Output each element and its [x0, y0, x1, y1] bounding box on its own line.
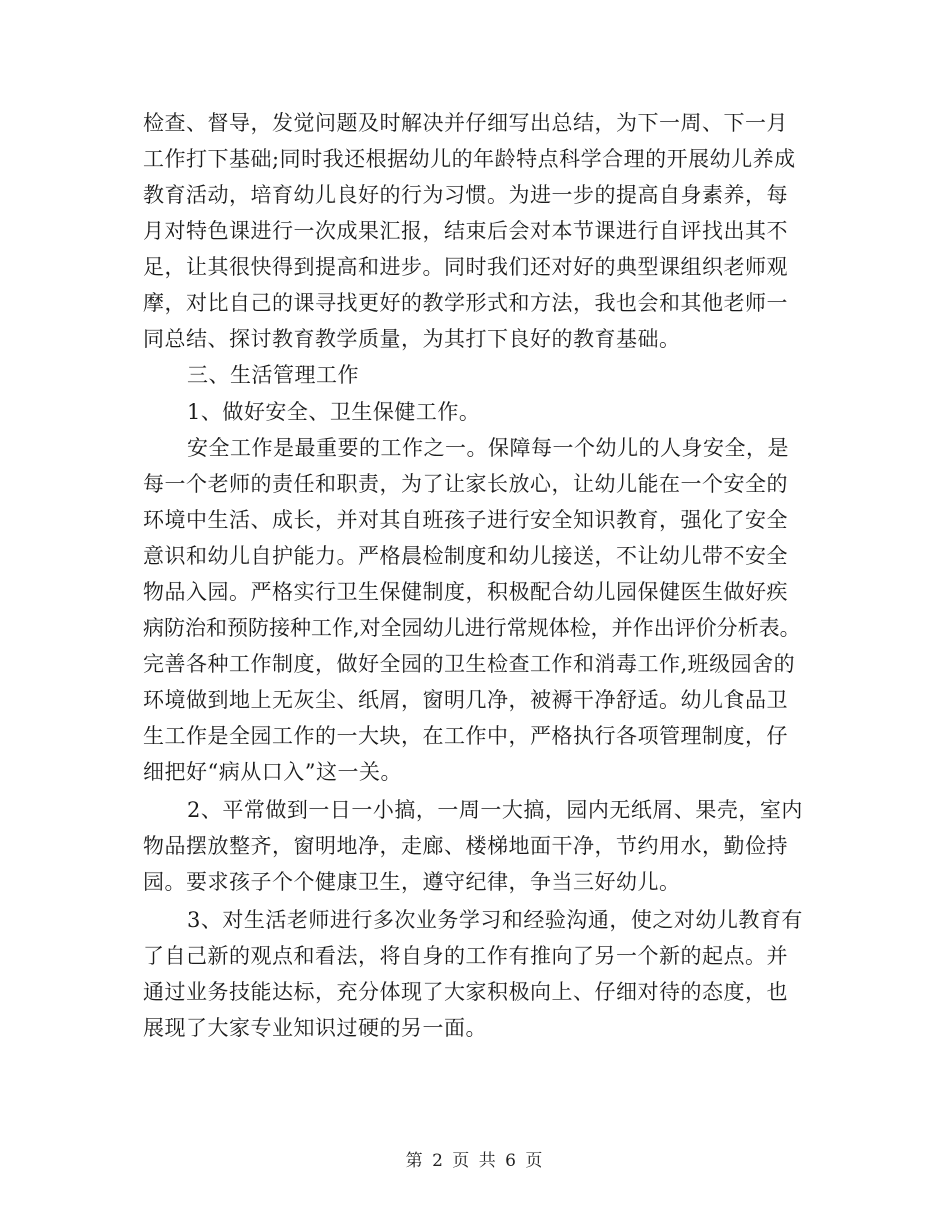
text-line: 了自己新的观点和看法，将自身的工作有推向了另一个新的起点。并 [143, 944, 788, 968]
text-line: 教育活动，培育幼儿良好的行为习惯。为进一步的提高自身素养，每 [143, 183, 788, 207]
subsection-heading: 1、做好安全、卫生保健工作。 [187, 400, 481, 424]
section-heading: 三、生活管理工作 [187, 363, 359, 387]
text-line: 2、平常做到一日一小搞，一周一大搞，园内无纸屑、果壳，室内 [187, 798, 803, 822]
text-line: 细把好“病从口入”这一关。 [143, 760, 402, 784]
text-line: 意识和幼儿自护能力。严格晨检制度和幼儿接送，不让幼儿带不安全 [143, 544, 788, 568]
text-line: 环境中生活、成长，并对其自班孩子进行安全知识教育，强化了安全 [143, 508, 788, 532]
text-line: 3、对生活老师进行多次业务学习和经验沟通，使之对幼儿教育有 [187, 908, 803, 932]
text-line: 同总结、探讨教育教学质量，为其打下良好的教育基础。 [143, 327, 681, 351]
text-line: 通过业务技能达标，充分体现了大家积极向上、仔细对待的态度，也 [143, 980, 788, 1004]
text-line: 病防治和预防接种工作,对全园幼儿进行常规体检，并作出评价分析表。 [143, 616, 801, 640]
text-line: 安全工作是最重要的工作之一。保障每一个幼儿的人身安全，是 [187, 436, 789, 460]
text-line: 足，让其很快得到提高和进步。同时我们还对好的典型课组织老师观 [143, 255, 788, 279]
text-line: 月对特色课进行一次成果汇报，结束后会对本节课进行自评找出其不 [143, 219, 788, 243]
text-line: 园。要求孩子个个健康卫生，遵守纪律，争当三好幼儿。 [143, 870, 681, 894]
text-line: 工作打下基础;同时我还根据幼儿的年龄特点科学合理的开展幼儿养成 [143, 147, 796, 171]
text-line: 生工作是全园工作的一大块，在工作中，严格执行各项管理制度，仔 [143, 724, 788, 748]
text-line: 展现了大家专业知识过硬的另一面。 [143, 1016, 487, 1040]
text-line: 物品入园。严格实行卫生保健制度，积极配合幼儿园保健医生做好疾 [143, 580, 788, 604]
text-line: 检查、督导，发觉问题及时解决并仔细写出总结，为下一周、下一月 [143, 111, 788, 135]
text-line: 完善各种工作制度，做好全园的卫生检查工作和消毒工作,班级园舍的 [143, 652, 796, 676]
text-line: 每一个老师的责任和职责，为了让家长放心，让幼儿能在一个安全的 [143, 472, 788, 496]
page-number-footer: 第 2 页 共 6 页 [405, 1151, 545, 1171]
text-line: 环境做到地上无灰尘、纸屑，窗明几净，被褥干净舒适。幼儿食品卫 [143, 688, 788, 712]
text-line: 物品摆放整齐，窗明地净，走廊、楼梯地面干净，节约用水，勤俭持 [143, 834, 788, 858]
text-line: 摩，对比自己的课寻找更好的教学形式和方法，我也会和其他老师一 [143, 291, 788, 315]
